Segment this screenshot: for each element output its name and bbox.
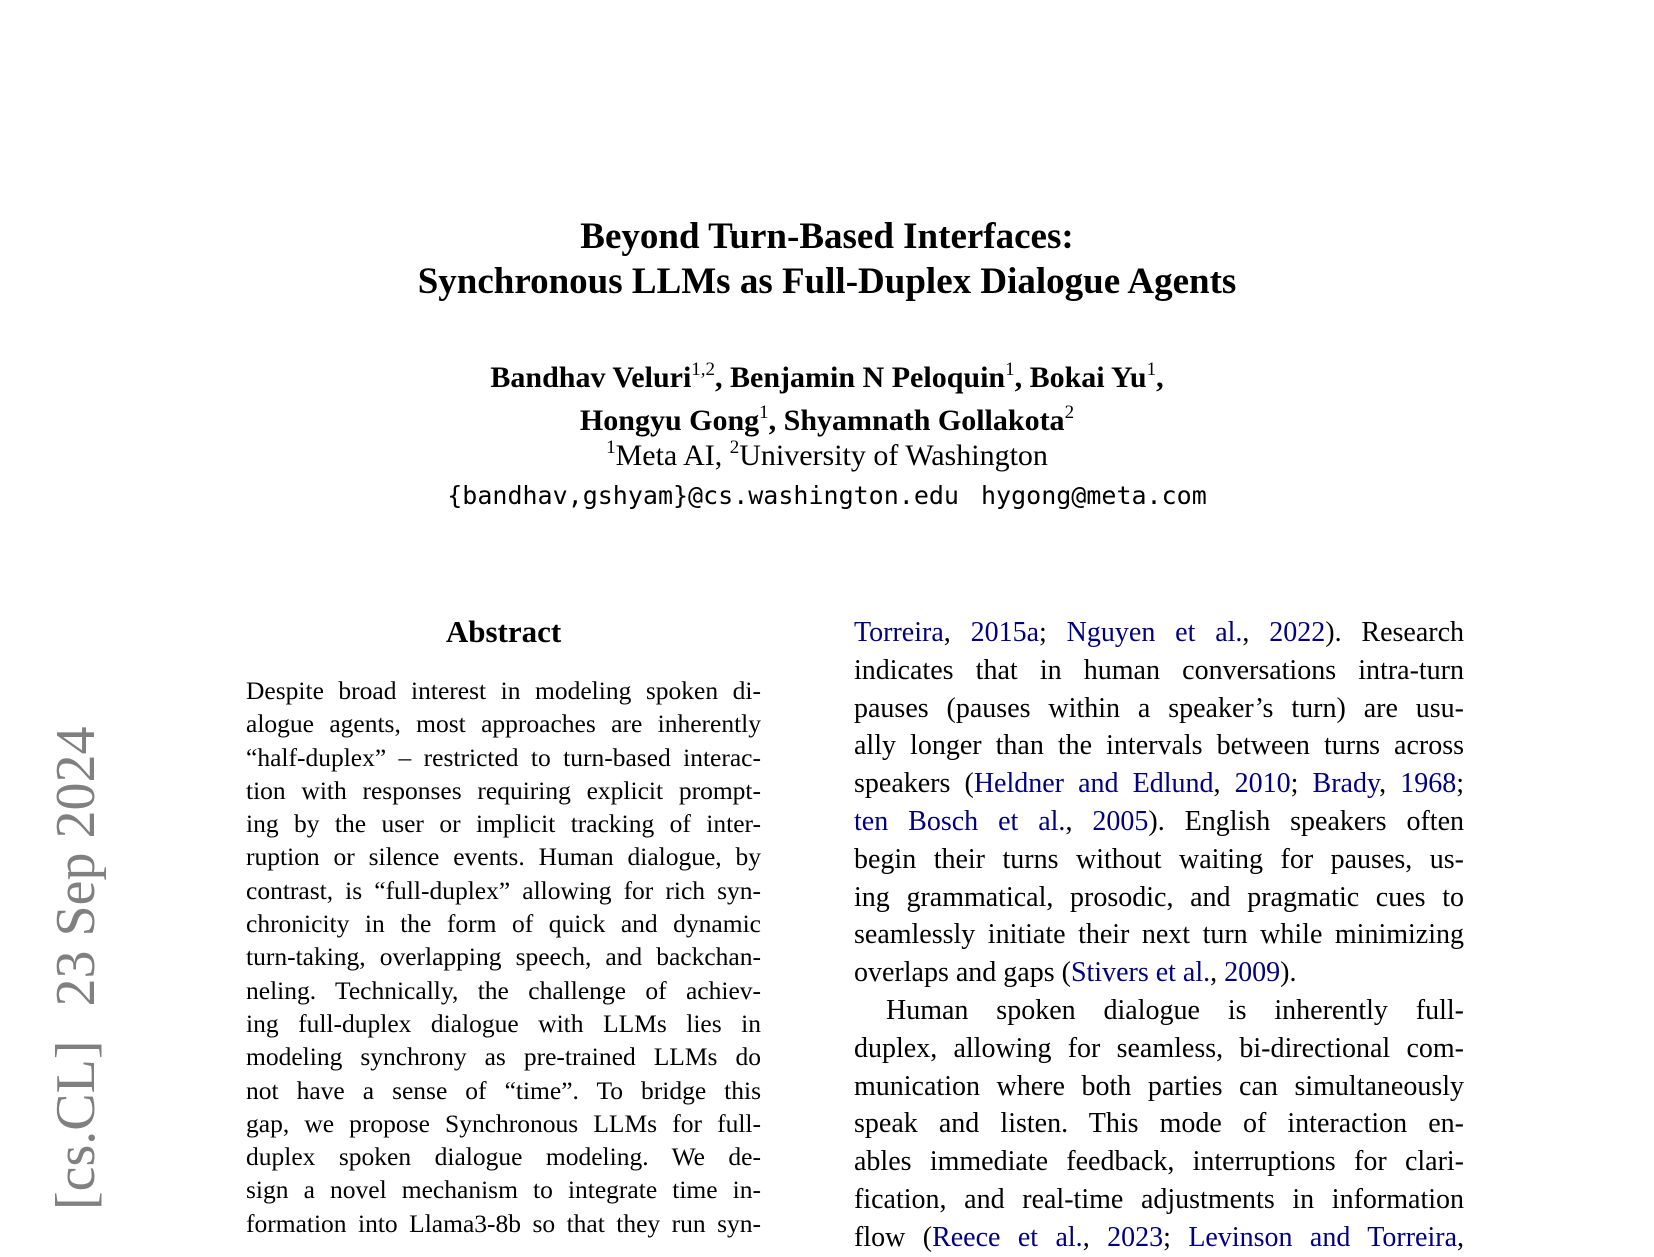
abstract-line: not have a sense of “time”. To bridge this	[246, 1075, 761, 1105]
text-segment: ;	[1290, 768, 1313, 800]
text-segment: ,	[1457, 1221, 1465, 1253]
citation-link[interactable]: 1968	[1400, 768, 1457, 800]
abstract-line: ing by the user or implicit tracking of inter-	[246, 809, 761, 839]
citation-link[interactable]: Brady	[1312, 768, 1380, 800]
author-affiliation-mark: 2	[1064, 402, 1075, 423]
text-line	[854, 1219, 1464, 1257]
author-emails	[0, 478, 1654, 514]
abstract-body	[246, 674, 761, 1240]
text-segment: ables immediate feedback, interruptions for clari-	[854, 1146, 1464, 1178]
text-segment: ,	[1065, 805, 1093, 837]
text-segment: pauses (pauses within a speaker’s turn) are usu-	[854, 692, 1464, 724]
text-segment: duplex, allowing for seamless, bi-directional com-	[854, 1032, 1464, 1064]
text-segment: speakers (	[854, 768, 974, 800]
citation-link[interactable]: Reece et al.	[932, 1221, 1083, 1253]
abstract-line: turn-taking, overlapping speech, and backchan-	[246, 942, 761, 972]
abstract-line: modeling synchrony as pre-trained LLMs do	[246, 1042, 761, 1072]
text-line	[854, 1181, 1464, 1219]
separator: ,	[1014, 361, 1030, 394]
text-line	[854, 765, 1464, 803]
text-line	[854, 916, 1464, 954]
text-segment: indicates that in human conversations intra-turn	[854, 654, 1464, 686]
separator: ,	[715, 361, 731, 394]
author-affiliation-mark: 1	[1146, 359, 1157, 380]
paper-title	[0, 214, 1654, 304]
arxiv-category: [cs.CL]	[45, 1040, 107, 1210]
author-name: Hongyu Gong	[579, 404, 760, 437]
text-segment: ). English speakers often	[1148, 805, 1464, 837]
text-segment: Human spoken dialogue is inherently full-	[886, 994, 1464, 1026]
affiliation-name: University of Washington	[739, 439, 1048, 472]
abstract-heading: Abstract	[445, 614, 562, 649]
text-line	[854, 690, 1464, 728]
citation-link[interactable]: 2015a	[970, 617, 1040, 648]
citation-link[interactable]: 2010	[1234, 768, 1291, 800]
text-segment: seamlessly initiate their next turn while minimizing	[854, 919, 1464, 951]
abstract-line: duplex spoken dialogue modeling. We de-	[246, 1142, 761, 1172]
abstract-line: neling. Technically, the challenge of achiev-	[246, 975, 761, 1005]
text-segment: ally longer than the intervals between turns across	[854, 730, 1464, 762]
citation-link[interactable]: 2009	[1224, 957, 1281, 989]
citation-link[interactable]: ten Bosch et al.	[854, 805, 1066, 837]
text-segment: ing grammatical, prosodic, and pragmatic cues to	[854, 881, 1464, 913]
author-list	[0, 358, 1654, 444]
text-segment: overlaps and gaps (	[854, 957, 1071, 989]
abstract-line: ing full-duplex dialogue with LLMs lies in	[246, 1008, 761, 1038]
abstract-line: contrast, is “full-duplex” allowing for rich syn-	[246, 875, 761, 905]
text-segment: ;	[1039, 617, 1067, 648]
title-line-1: Beyond Turn-Based Interfaces:	[580, 216, 1074, 257]
author-name: Bokai Yu	[1029, 361, 1147, 394]
citation-link[interactable]: 2022	[1269, 617, 1326, 648]
text-segment: speak and listen. This mode of interaction en-	[854, 1108, 1464, 1140]
author-name: Shyamnath Gollakota	[783, 404, 1065, 437]
text-segment: flow (	[854, 1221, 933, 1253]
text-segment: ).	[1280, 957, 1297, 989]
text-segment: ,	[1242, 617, 1270, 648]
text-line	[854, 954, 1464, 992]
abstract-line: alogue agents, most approaches are inherently	[246, 709, 761, 739]
text-segment: ,	[1213, 768, 1235, 800]
separator: ,	[714, 439, 730, 472]
text-line	[854, 1030, 1464, 1068]
text-line	[854, 841, 1464, 879]
text-line	[854, 1143, 1464, 1181]
abstract-line: tion with responses requiring explicit prompt-	[246, 775, 761, 805]
text-line	[854, 879, 1464, 917]
author-name: Benjamin N Peloquin	[730, 361, 1006, 394]
text-segment: fication, and real-time adjustments in information	[854, 1183, 1464, 1215]
separator: ,	[1156, 361, 1164, 394]
text-line	[854, 803, 1464, 841]
author-affiliation-mark: 1	[759, 402, 769, 423]
separator: ,	[768, 404, 784, 437]
email-address: hygong@meta.com	[980, 481, 1207, 510]
citation-link[interactable]: Stivers et al.	[1070, 957, 1211, 989]
text-segment: munication where both parties can simultaneously	[854, 1070, 1464, 1102]
text-line	[854, 652, 1464, 690]
text-segment: ). Research	[1325, 617, 1465, 648]
authors-line-1	[0, 358, 1654, 401]
affiliations	[0, 436, 1654, 479]
abstract-line: ruption or silence events. Human dialogue, by	[246, 842, 761, 872]
author-name: Bandhav Veluri	[490, 361, 692, 394]
arxiv-date: 23 Sep 2024	[45, 726, 107, 1007]
text-line	[854, 614, 1464, 652]
text-line	[854, 1068, 1464, 1106]
citation-link[interactable]: Torreira	[854, 617, 944, 648]
arxiv-stamp	[45, 726, 107, 1210]
abstract-line: sign a novel mechanism to integrate time in-	[246, 1175, 761, 1205]
text-line	[854, 1105, 1464, 1143]
citation-link[interactable]: Heldner and Edlund	[973, 768, 1214, 800]
text-segment: ,	[1210, 957, 1225, 989]
introduction-column	[854, 614, 1464, 1257]
text-line	[854, 992, 1464, 1030]
text-segment: ,	[943, 617, 971, 648]
title-line-2: Synchronous LLMs as Full-Duplex Dialogue Agents	[417, 261, 1237, 302]
text-segment: begin their turns without waiting for pauses, us-	[854, 843, 1464, 875]
text-line	[854, 727, 1464, 765]
author-affiliation-mark: 1	[1005, 359, 1015, 380]
affiliation-name: Meta AI	[615, 439, 715, 472]
abstract-line: formation into Llama3-8b so that they run syn-	[246, 1208, 761, 1238]
text-segment: ,	[1379, 768, 1401, 800]
text-segment: ,	[1082, 1221, 1108, 1253]
citation-link[interactable]: 2005	[1092, 805, 1149, 837]
text-segment: ;	[1456, 768, 1465, 800]
abstract-line: gap, we propose Synchronous LLMs for full-	[246, 1108, 761, 1138]
abstract-line: “half-duplex” – restricted to turn-based interac-	[246, 742, 761, 772]
affiliation-number: 1	[606, 437, 616, 458]
citation-link[interactable]: 2023	[1107, 1221, 1164, 1253]
text-segment: ;	[1163, 1221, 1189, 1253]
email-address: {bandhav,gshyam}@cs.washington.edu	[447, 481, 959, 510]
abstract-line: Despite broad interest in modeling spoken di-	[246, 676, 761, 705]
author-affiliation-mark: 1,2	[691, 359, 716, 380]
citation-link[interactable]: Levinson and Torreira	[1188, 1221, 1458, 1253]
citation-link[interactable]: Nguyen et al.	[1066, 617, 1243, 648]
abstract-line: chronicity in the form of quick and dynamic	[246, 909, 761, 939]
affiliation-number: 2	[729, 437, 740, 458]
